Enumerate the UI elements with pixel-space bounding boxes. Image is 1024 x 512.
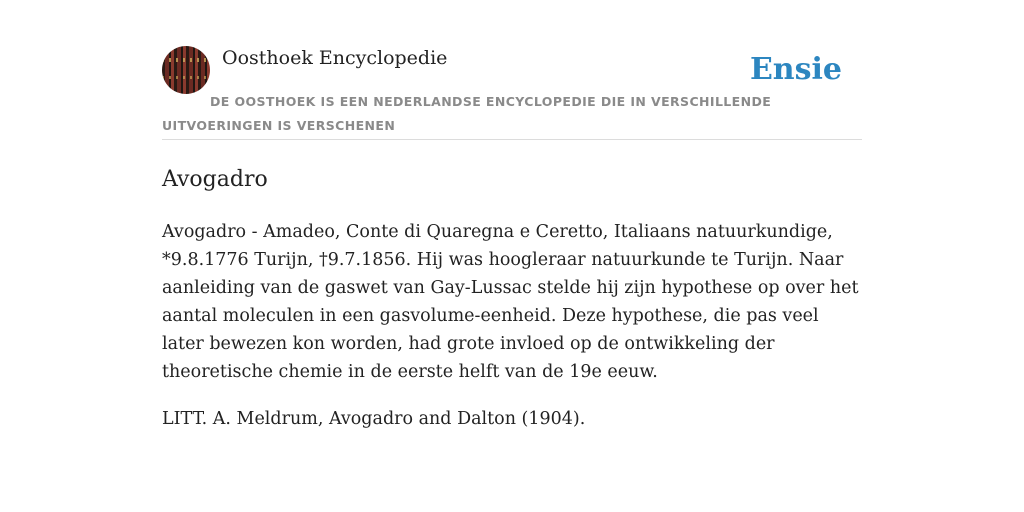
site-header bbox=[162, 46, 862, 140]
article-literature: LITT. A. Meldrum, Avogadro and Dalton (1904). bbox=[162, 409, 586, 429]
article-body bbox=[162, 218, 862, 433]
site-tagline: DE OOSTHOEK IS EEN NEDERLANDSE ENCYCLOPEDIE DIE IN VERSCHILLENDE UITVOERINGEN IS VERSCHENEN bbox=[162, 94, 772, 133]
brand-logo[interactable]: Ensie bbox=[749, 52, 842, 87]
article-paragraph: Avogadro - Amadeo, Conte di Quaregna e Ceretto, Italiaans natuurkundige, *9.8.1776 Turijn, †9.7.1856. Hij was hoogleraar natuurkunde te Turijn. Naar aanleiding van de gaswet van Gay-Lussac stelde hij zijn hypothese op over het aantal moleculen in een gasvolume-eenheid. Deze hypothese, die pas veel later bewezen kon worden, had grote invloed op de ontwikkeling der theoretische chemie in de eerste helft van de 19e eeuw. bbox=[162, 222, 859, 382]
article-title: Avogadro bbox=[162, 167, 268, 192]
article-card bbox=[162, 46, 862, 452]
books-icon[interactable] bbox=[162, 46, 210, 94]
site-title[interactable]: Oosthoek Encyclopedie bbox=[222, 47, 448, 69]
